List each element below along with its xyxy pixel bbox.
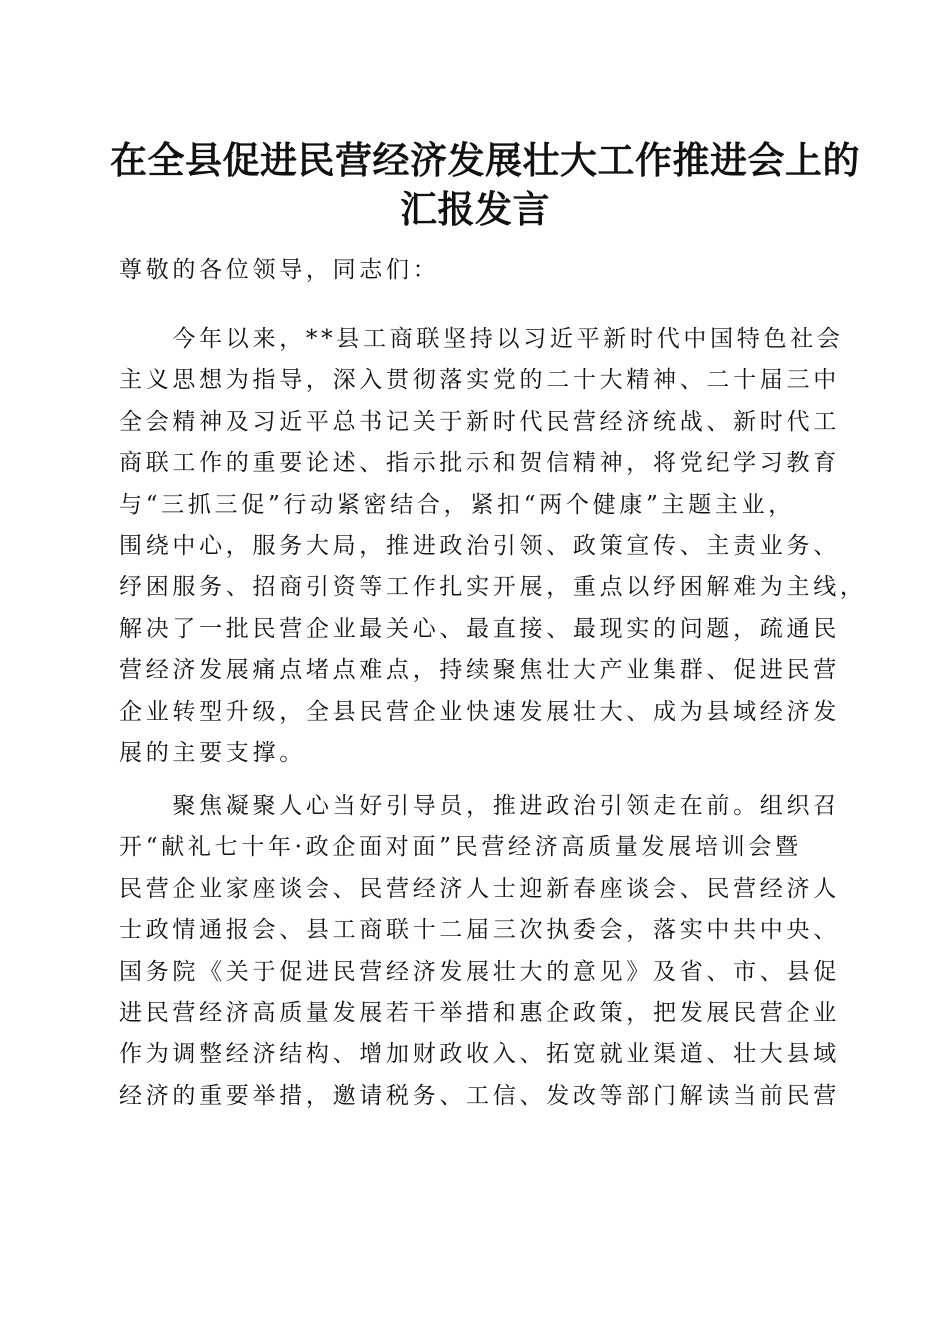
paragraph-line: 民营企业家座谈会、民营经济人士迎新春座谈会、民营经济人 — [119, 875, 840, 902]
paragraph-line: 企业转型升级，全县民营企业快速发展壮大、成为县域经济发 — [119, 698, 840, 725]
paragraph-1 — [119, 319, 867, 774]
paragraph-2 — [119, 786, 839, 1117]
paragraph-line: 展的主要支撑。 — [119, 740, 306, 767]
paragraph-line: 开“献礼七十年·政企面对面”民营经济高质量发展培训会暨 — [119, 834, 802, 861]
paragraph-line: 纾困服务、招商引资等工作扎实开展，重点以纾困解难为主线， — [119, 574, 867, 601]
document-title — [110, 136, 860, 234]
paragraph-line: 今年以来，**县工商联坚持以习近平新时代中国特色社会 — [119, 326, 844, 352]
paragraph-line: 解决了一批民营企业最关心、最直接、最现实的问题，疏通民 — [119, 615, 840, 642]
paragraph-line: 主义思想为指导，深入贯彻落实党的二十大精神、二十届三中 — [119, 367, 840, 394]
paragraph-line: 国务院《关于促进民营经济发展壮大的意见》及省、市、县促 — [119, 958, 840, 985]
greeting: 尊敬的各位领导，同志们： — [119, 257, 440, 283]
paragraph-line: 士政情通报会、县工商联十二届三次执委会，落实中共中央、 — [119, 917, 840, 944]
paragraph-line: 进民营经济高质量发展若干举措和惠企政策，把发展民营企业 — [119, 1000, 840, 1027]
paragraph-line: 全会精神及习近平总书记关于新时代民营经济统战、新时代工 — [119, 408, 840, 435]
paragraph-line: 经济的重要举措，邀请税务、工信、发改等部门解读当前民营 — [119, 1082, 840, 1109]
paragraph-line: 商联工作的重要论述、指示批示和贺信精神，将党纪学习教育 — [119, 450, 840, 477]
title-line-1: 在全县促进民营经济发展壮大工作推进会上的 — [110, 138, 860, 182]
paragraph-line: 围绕中心，服务大局，推进政治引领、政策宣传、主责业务、 — [119, 533, 840, 560]
paragraph-line: 营经济发展痛点堵点难点，持续聚焦壮大产业集群、促进民营 — [119, 657, 840, 684]
paragraph-line: 作为调整经济结构、增加财政收入、拓宽就业渠道、壮大县域 — [119, 1041, 840, 1068]
paragraph-line: 聚焦凝聚人心当好引导员，推进政治引领走在前。组织召 — [119, 793, 840, 819]
paragraph-line: 与“三抓三促”行动紧密结合，紧扣“两个健康”主题主业， — [119, 491, 795, 518]
title-line-2: 汇报发言 — [400, 187, 550, 231]
